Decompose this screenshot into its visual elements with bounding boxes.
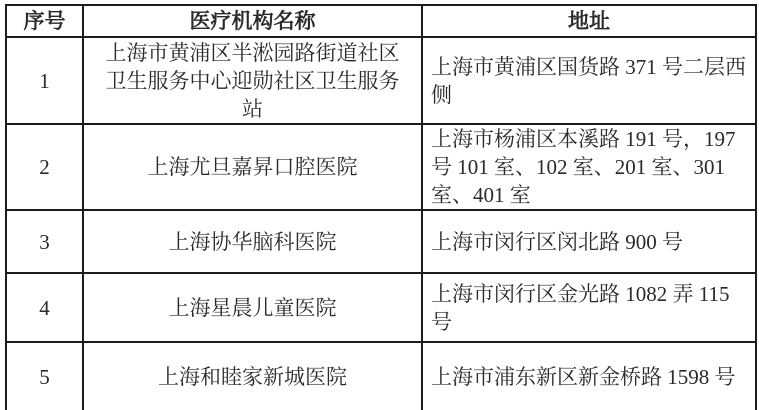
table-row — [6, 273, 756, 342]
table-row — [6, 210, 756, 273]
institution-name-cell: 上海星晨儿童医院 — [83, 273, 422, 342]
column-header-serial: 序号 — [6, 5, 83, 37]
header-row — [6, 5, 756, 37]
serial-cell: 2 — [6, 124, 83, 210]
institution-name-cell: 上海市黄浦区半淞园路街道社区卫生服务中心迎勋社区卫生服务站 — [83, 37, 422, 124]
serial-cell: 5 — [6, 342, 83, 410]
address-cell: 上海市黄浦区国货路 371 号二层西侧 — [422, 37, 756, 124]
address-cell: 上海市杨浦区本溪路 191 号，197 号 101 室、102 室、201 室、301 室、401 室 — [422, 124, 756, 210]
table-row — [6, 37, 756, 124]
serial-cell: 4 — [6, 273, 83, 342]
column-header-institution-name: 医疗机构名称 — [83, 5, 422, 37]
column-header-address: 地址 — [422, 5, 756, 37]
serial-cell: 3 — [6, 210, 83, 273]
address-cell: 上海市闵行区闵北路 900 号 — [422, 210, 756, 273]
table-row — [6, 124, 756, 210]
medical-institutions-table — [5, 4, 757, 410]
institution-name-cell: 上海和睦家新城医院 — [83, 342, 422, 410]
institution-name-cell: 上海协华脑科医院 — [83, 210, 422, 273]
address-cell: 上海市浦东新区新金桥路 1598 号 — [422, 342, 756, 410]
document-page — [0, 4, 759, 410]
institution-name-cell: 上海尤旦嘉昇口腔医院 — [83, 124, 422, 210]
address-cell: 上海市闵行区金光路 1082 弄 115 号 — [422, 273, 756, 342]
serial-cell: 1 — [6, 37, 83, 124]
table-row — [6, 342, 756, 410]
